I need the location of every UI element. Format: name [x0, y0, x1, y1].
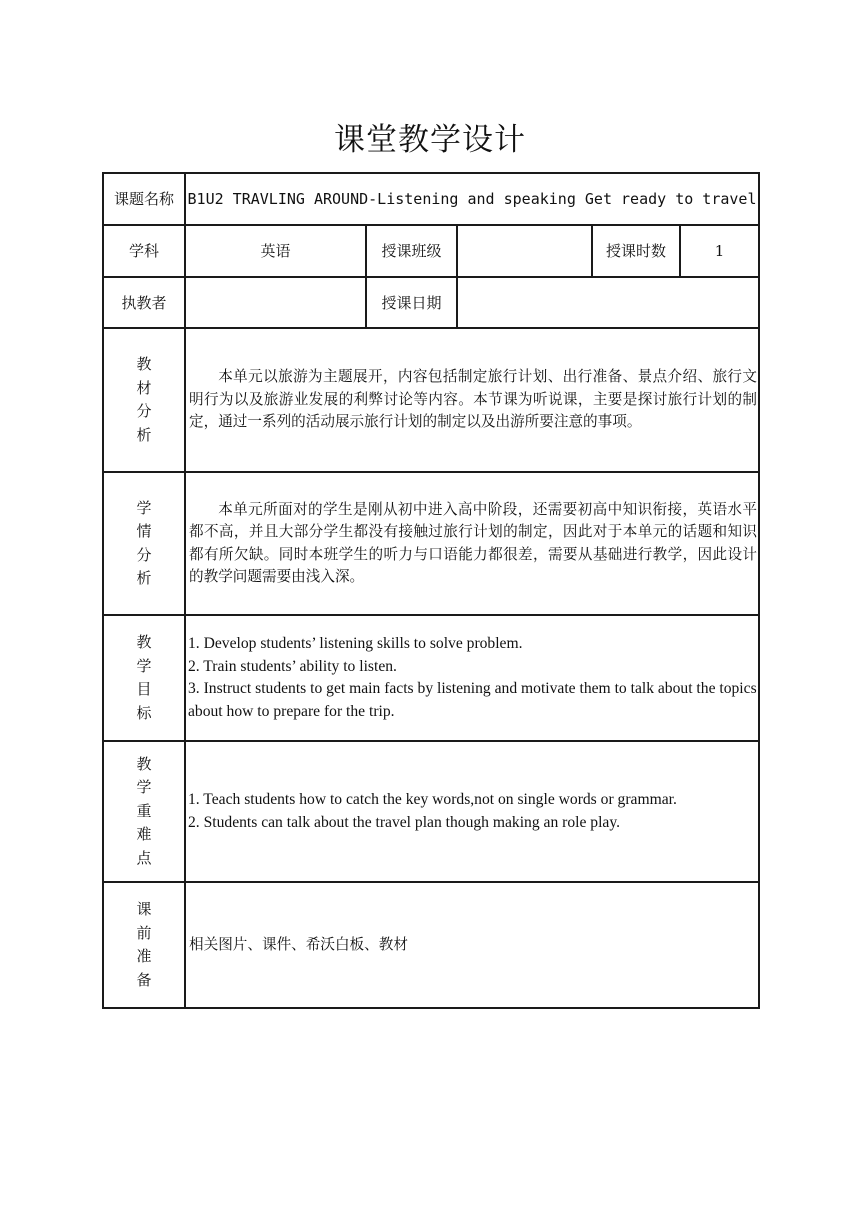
goals-label: 教 学 目 标: [103, 615, 185, 741]
students-row: [103, 472, 759, 615]
teacher-label: 执教者: [103, 277, 185, 328]
material-text-cell: [185, 328, 759, 472]
hours-value: 1: [680, 225, 759, 277]
lesson-design-table: [102, 172, 760, 1009]
teacher-row: [103, 277, 759, 328]
page-title: 课堂教学设计: [334, 122, 526, 158]
material-label: 教 材 分 析: [103, 328, 185, 472]
prep-label: 课 前 准 备: [103, 882, 185, 1008]
goal-item-2: 2. Train students’ ability to listen.: [188, 657, 397, 675]
keypoint-item-1: 1. Teach students how to catch the key words,not on single words or grammar.: [188, 791, 677, 808]
keypoints-label: 教 学 重 难 点: [103, 741, 185, 882]
material-text: 本单元以旅游为主题展开，内容包括制定旅行计划、出行准备、景点介绍、旅行文明行为以及旅游业发展的利弊讨论等内容。本节课为听说课，主要是探讨旅行计划的制定，通过一系列的活动展示旅行计划的制定以及出游所要注意的事项。: [189, 368, 758, 431]
topic-value: B1U2 TRAVLING AROUND-Listening and speaking Get ready to travel: [185, 173, 759, 225]
keypoint-item-2: 2. Students can talk about the travel plan though making an role play.: [188, 813, 621, 831]
date-label: 授课日期: [366, 277, 457, 328]
goals-cell: [185, 615, 759, 741]
students-text-cell: [185, 472, 759, 615]
hours-label: 授课时数: [592, 225, 680, 277]
prep-row: [103, 882, 759, 1008]
class-label: 授课班级: [366, 225, 457, 277]
goals-row: [103, 615, 759, 741]
goal-item-1: 1. Develop students’ listening skills to solve problem.: [188, 635, 523, 652]
keypoints-cell: [185, 741, 759, 882]
prep-cell: [185, 882, 759, 1008]
subject-row: [103, 225, 759, 277]
material-row: [103, 328, 759, 472]
goal-item-3: 3. Instruct students to get main facts by listening and motivate them to talk about the topics about how to prepare for the trip.: [188, 680, 757, 720]
keypoints-row: [103, 741, 759, 882]
prep-text: 相关图片、课件、希沃白板、教材: [189, 936, 408, 953]
topic-row: [103, 173, 759, 225]
topic-label: 课题名称: [103, 173, 185, 225]
class-value: [457, 225, 592, 277]
subject-label: 学科: [103, 225, 185, 277]
subject-value: 英语: [185, 225, 366, 277]
date-value: [457, 277, 759, 328]
teacher-value: [185, 277, 366, 328]
students-text: 本单元所面对的学生是刚从初中进入高中阶段，还需要初高中知识衔接，英语水平都不高，并且大部分学生都没有接触过旅行计划的制定，因此对于本单元的话题和知识都有所欠缺。同时本班学生的听力与口语能力都很差，需要从基础进行教学，因此设计的教学问题需要由浅入深。: [189, 500, 758, 585]
students-label: 学 情 分 析: [103, 472, 185, 615]
